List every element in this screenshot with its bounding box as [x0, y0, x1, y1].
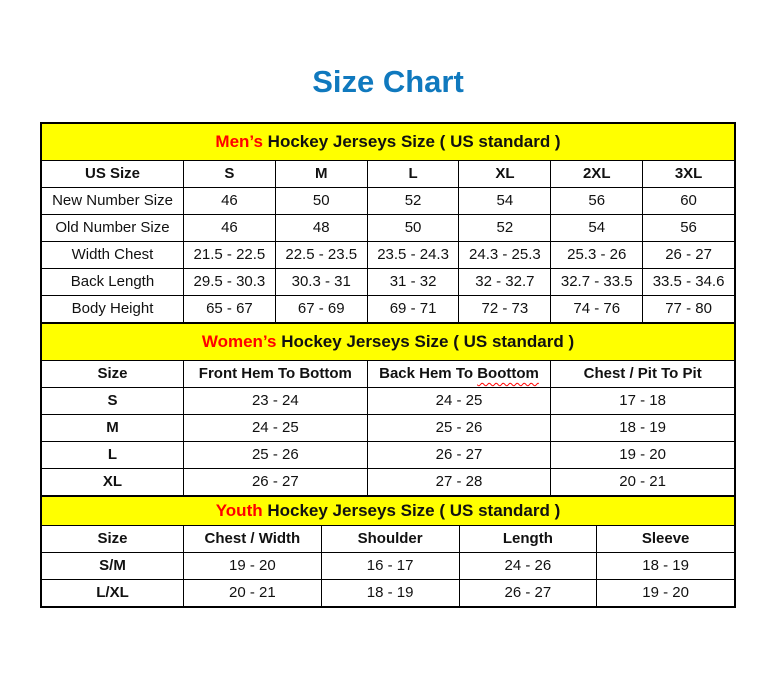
row-label: L: [42, 442, 184, 469]
value-cell: 19 - 20: [184, 553, 322, 580]
column-header: Sleeve: [597, 526, 735, 553]
womens-band-highlight: Women’s: [201, 331, 277, 351]
row-label: Old Number Size: [42, 215, 184, 242]
column-header: M: [275, 161, 367, 188]
value-cell: 69 - 71: [367, 296, 459, 323]
value-cell: 26 - 27: [184, 469, 368, 496]
column-header: S: [184, 161, 276, 188]
row-label: Back Length: [42, 269, 184, 296]
mens-band-title: [42, 124, 735, 161]
value-cell: 77 - 80: [643, 296, 735, 323]
youth-size-table: [41, 496, 735, 607]
table-row: [42, 296, 735, 323]
table-row: [42, 215, 735, 242]
value-cell: 26 - 27: [367, 442, 551, 469]
womens-band: [42, 324, 735, 361]
table-row: [42, 269, 735, 296]
youth-header-row: [42, 526, 735, 553]
value-cell: 17 - 18: [551, 388, 735, 415]
value-cell: 72 - 73: [459, 296, 551, 323]
value-cell: 20 - 21: [551, 469, 735, 496]
column-header: Front Hem To Bottom: [184, 361, 368, 388]
value-cell: 21.5 - 22.5: [184, 242, 276, 269]
value-cell: 16 - 17: [321, 553, 459, 580]
value-cell: 18 - 19: [597, 553, 735, 580]
value-cell: 74 - 76: [551, 296, 643, 323]
mens-header-row: [42, 161, 735, 188]
youth-band-title: [42, 497, 735, 526]
value-cell: 65 - 67: [184, 296, 276, 323]
value-cell: 24 - 25: [184, 415, 368, 442]
column-header: 3XL: [643, 161, 735, 188]
value-cell: 23.5 - 24.3: [367, 242, 459, 269]
value-cell: 24 - 25: [367, 388, 551, 415]
value-cell: 31 - 32: [367, 269, 459, 296]
value-cell: 56: [643, 215, 735, 242]
youth-band-highlight: Youth: [215, 500, 263, 520]
column-header: 2XL: [551, 161, 643, 188]
value-cell: 23 - 24: [184, 388, 368, 415]
value-cell: 54: [551, 215, 643, 242]
row-label: S: [42, 388, 184, 415]
womens-band-title: [42, 324, 735, 361]
column-header: L: [367, 161, 459, 188]
mens-band-highlight: Men’s: [215, 131, 263, 151]
value-cell: 48: [275, 215, 367, 242]
column-header: Chest / Pit To Pit: [551, 361, 735, 388]
value-cell: 29.5 - 30.3: [184, 269, 276, 296]
misspelled-word: Boottom: [477, 364, 539, 382]
column-header: Back Hem To Boottom: [367, 361, 551, 388]
value-cell: 19 - 20: [551, 442, 735, 469]
column-header: Length: [459, 526, 597, 553]
value-cell: 24 - 26: [459, 553, 597, 580]
womens-header-row: [42, 361, 735, 388]
value-cell: 19 - 20: [597, 580, 735, 607]
value-cell: 46: [184, 215, 276, 242]
column-header: XL: [459, 161, 551, 188]
value-cell: 18 - 19: [321, 580, 459, 607]
mens-band-text: Hockey Jerseys Size ( US standard ): [262, 131, 561, 151]
table-row: [42, 188, 735, 215]
table-row: [42, 580, 735, 607]
table-row: [42, 415, 735, 442]
value-cell: 54: [459, 188, 551, 215]
row-label: Body Height: [42, 296, 184, 323]
value-cell: 50: [275, 188, 367, 215]
table-row: [42, 469, 735, 496]
value-cell: 60: [643, 188, 735, 215]
womens-size-table: [41, 323, 735, 496]
page-title: Size Chart: [312, 64, 464, 99]
table-row: [42, 388, 735, 415]
row-label: Width Chest: [42, 242, 184, 269]
value-cell: 32 - 32.7: [459, 269, 551, 296]
value-cell: 52: [367, 188, 459, 215]
row-label: S/M: [42, 553, 184, 580]
value-cell: 30.3 - 31: [275, 269, 367, 296]
column-header: Size: [42, 526, 184, 553]
value-cell: 25 - 26: [367, 415, 551, 442]
value-cell: 24.3 - 25.3: [459, 242, 551, 269]
row-label: L/XL: [42, 580, 184, 607]
value-cell: 26 - 27: [643, 242, 735, 269]
column-header: Shoulder: [321, 526, 459, 553]
value-cell: 27 - 28: [367, 469, 551, 496]
table-row: [42, 553, 735, 580]
youth-band-text: Hockey Jerseys Size ( US standard ): [262, 500, 561, 520]
size-chart: [40, 122, 736, 608]
mens-band: [42, 124, 735, 161]
value-cell: 52: [459, 215, 551, 242]
value-cell: 22.5 - 23.5: [275, 242, 367, 269]
value-cell: 33.5 - 34.6: [643, 269, 735, 296]
value-cell: 46: [184, 188, 276, 215]
table-row: [42, 442, 735, 469]
column-header: Size: [42, 361, 184, 388]
value-cell: 20 - 21: [184, 580, 322, 607]
value-cell: 50: [367, 215, 459, 242]
value-cell: 32.7 - 33.5: [551, 269, 643, 296]
value-cell: 25.3 - 26: [551, 242, 643, 269]
value-cell: 18 - 19: [551, 415, 735, 442]
row-label: XL: [42, 469, 184, 496]
value-cell: 25 - 26: [184, 442, 368, 469]
column-header: US Size: [42, 161, 184, 188]
table-row: [42, 242, 735, 269]
value-cell: 67 - 69: [275, 296, 367, 323]
mens-size-table: [41, 123, 735, 323]
value-cell: 56: [551, 188, 643, 215]
womens-band-text: Hockey Jerseys Size ( US standard ): [276, 331, 575, 351]
row-label: New Number Size: [42, 188, 184, 215]
column-header: Chest / Width: [184, 526, 322, 553]
row-label: M: [42, 415, 184, 442]
value-cell: 26 - 27: [459, 580, 597, 607]
youth-band: [42, 497, 735, 526]
